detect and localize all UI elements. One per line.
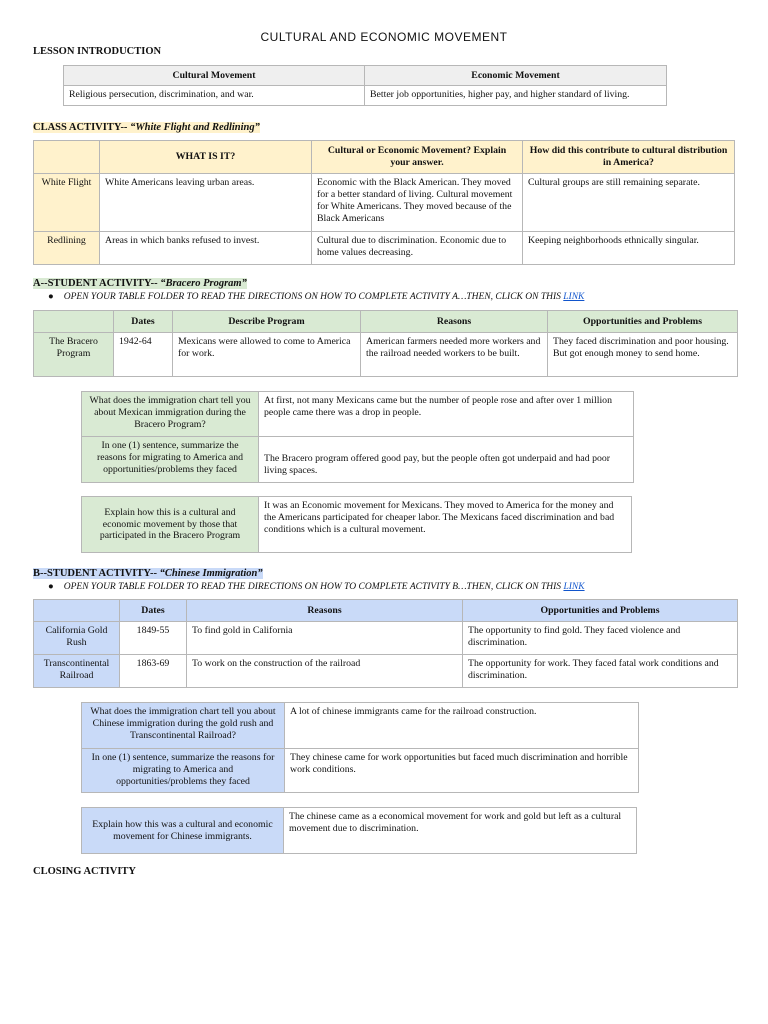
chinese-answer-3[interactable]: The chinese came as a economical movement for work and gold but left as a cultural movement due to discrimination. <box>284 808 637 854</box>
white-flight-contribution-cell[interactable]: Cultural groups are still remaining separate. <box>523 174 735 232</box>
row-label-white-flight: White Flight <box>34 174 100 232</box>
bracero-corner <box>34 311 114 333</box>
chinese-corner <box>34 600 120 622</box>
table-row <box>34 622 738 655</box>
chinese-answer-1[interactable]: A lot of chinese immigrants came for the railroad construction. <box>285 703 639 749</box>
redlining-what-cell[interactable]: Areas in which banks refused to invest. <box>100 232 312 265</box>
table-row <box>34 174 735 232</box>
chinese-questions-table <box>81 702 639 793</box>
activity-b-instruction-text: OPEN YOUR TABLE FOLDER TO READ THE DIRECTIONS ON HOW TO COMPLETE ACTIVITY B…THEN, CLICK ON THIS <box>63 582 564 592</box>
row-label-bracero: The Bracero Program <box>34 333 114 377</box>
railroad-dates-cell[interactable]: 1863-69 <box>120 655 187 688</box>
row-label-redlining: Redlining <box>34 232 100 265</box>
bracero-question-2: In one (1) sentence, summarize the reasons for migrating to America and opportunities/problems they faced <box>82 437 259 483</box>
activity-a-instruction-text: OPEN YOUR TABLE FOLDER TO READ THE DIRECTIONS ON HOW TO COMPLETE ACTIVITY A…THEN, CLICK ON THIS <box>63 292 564 302</box>
header-movement-type: Cultural or Economic Movement? Explain your answer. <box>312 141 523 174</box>
bracero-explain-table <box>81 496 632 553</box>
activity-b-link[interactable]: LINK <box>563 582 585 592</box>
table-row <box>34 232 735 265</box>
header-reasons: Reasons <box>361 311 548 333</box>
bracero-answer-1[interactable]: At first, not many Mexicans came but the number of people rose and after over 1 million people came there was a drop in people. <box>259 392 634 437</box>
activity-b-heading <box>33 568 263 579</box>
page-title: CULTURAL AND ECONOMIC MOVEMENT <box>260 30 508 44</box>
activity-a-prefix: A--STUDENT ACTIVITY-- <box>33 278 161 289</box>
activity-b-instruction <box>48 582 585 592</box>
railroad-reasons-cell[interactable]: To work on the construction of the railroad <box>187 655 463 688</box>
chinese-question-1: What does the immigration chart tell you about Chinese immigration during the gold rush and Transcontinental Railroad? <box>82 703 285 749</box>
activity-a-title: “Bracero Program” <box>160 278 247 289</box>
class-activity-table <box>33 140 735 265</box>
header-economic-movement: Economic Movement <box>365 66 667 86</box>
activity-a-instruction <box>48 292 584 302</box>
closing-activity-heading: CLOSING ACTIVITY <box>33 866 136 877</box>
bullet-icon: ● <box>48 292 54 302</box>
economic-movement-cell[interactable]: Better job opportunities, higher pay, and higher standard of living. <box>365 86 667 106</box>
activity-b-title: “Chinese Immigration” <box>159 568 263 579</box>
header-what-is-it: WHAT IS IT? <box>100 141 312 174</box>
railroad-opportunities-cell[interactable]: The opportunity for work. They faced fatal work conditions and discrimination. <box>463 655 738 688</box>
gold-rush-opportunities-cell[interactable]: The opportunity to find gold. They faced violence and discrimination. <box>463 622 738 655</box>
bracero-questions-table <box>81 391 634 483</box>
header-reasons: Reasons <box>187 600 463 622</box>
class-activity-heading <box>33 122 260 133</box>
cultural-movement-cell[interactable]: Religious persecution, discrimination, and war. <box>64 86 365 106</box>
header-opportunities-problems: Opportunities and Problems <box>463 600 738 622</box>
bracero-table <box>33 310 738 377</box>
activity-a-link[interactable]: LINK <box>563 292 585 302</box>
lesson-intro-heading: LESSON INTRODUCTION <box>33 46 162 57</box>
chinese-immigration-table <box>33 599 738 688</box>
class-activity-title: “White Flight and Redlining” <box>130 122 260 133</box>
activity-a-heading <box>33 278 247 289</box>
redlining-contribution-cell[interactable]: Keeping neighborhoods ethnically singular. <box>523 232 735 265</box>
bracero-answer-3[interactable]: It was an Economic movement for Mexicans. They moved to America for the money and the Americans participated for cheaper labor. The Mexicans faced discrimination and bad conditions which is a cultural movement. <box>259 497 632 553</box>
lesson-intro-table <box>63 65 667 106</box>
header-opportunities-problems: Opportunities and Problems <box>548 311 738 333</box>
chinese-question-2: In one (1) sentence, summarize the reasons for migrating to America and opportunities/problems they faced <box>82 749 285 793</box>
white-flight-movement-cell[interactable]: Economic with the Black American. They moved for a better standard of living. Cultural movement for White Americans. They moved because of the Black Americans <box>312 174 523 232</box>
row-label-gold-rush: California Gold Rush <box>34 622 120 655</box>
header-describe-program: Describe Program <box>173 311 361 333</box>
class-activity-corner <box>34 141 100 174</box>
gold-rush-reasons-cell[interactable]: To find gold in California <box>187 622 463 655</box>
bracero-dates-cell[interactable]: 1942-64 <box>114 333 173 377</box>
activity-b-prefix: B--STUDENT ACTIVITY-- <box>33 568 160 579</box>
bracero-reasons-cell[interactable]: American farmers needed more workers and the railroad needed workers to be built. <box>361 333 548 377</box>
header-cultural-distribution: How did this contribute to cultural distribution in America? <box>523 141 735 174</box>
bracero-question-3: Explain how this is a cultural and economic movement by those that participated in the Bracero Program <box>82 497 259 553</box>
class-activity-prefix: CLASS ACTIVITY-- <box>33 122 131 133</box>
header-cultural-movement: Cultural Movement <box>64 66 365 86</box>
row-label-railroad: Transcontinental Railroad <box>34 655 120 688</box>
header-dates: Dates <box>120 600 187 622</box>
chinese-question-3: Explain how this was a cultural and economic movement for Chinese immigrants. <box>82 808 284 854</box>
white-flight-what-cell[interactable]: White Americans leaving urban areas. <box>100 174 312 232</box>
header-dates: Dates <box>114 311 173 333</box>
bullet-icon: ● <box>48 582 54 592</box>
bracero-describe-cell[interactable]: Mexicans were allowed to come to America for work. <box>173 333 361 377</box>
chinese-explain-table <box>81 807 637 854</box>
bracero-question-1: What does the immigration chart tell you about Mexican immigration during the Bracero Program? <box>82 392 259 437</box>
bracero-answer-2[interactable]: The Bracero program offered good pay, but the people often got underpaid and had poor living spaces. <box>259 437 634 483</box>
table-row <box>34 333 738 377</box>
table-row <box>34 655 738 688</box>
bracero-opportunities-cell[interactable]: They faced discrimination and poor housing. But got enough money to send home. <box>548 333 738 377</box>
gold-rush-dates-cell[interactable]: 1849-55 <box>120 622 187 655</box>
redlining-movement-cell[interactable]: Cultural due to discrimination. Economic due to home values decreasing. <box>312 232 523 265</box>
chinese-answer-2[interactable]: They chinese came for work opportunities but faced much discrimination and horrible work conditions. <box>285 749 639 793</box>
